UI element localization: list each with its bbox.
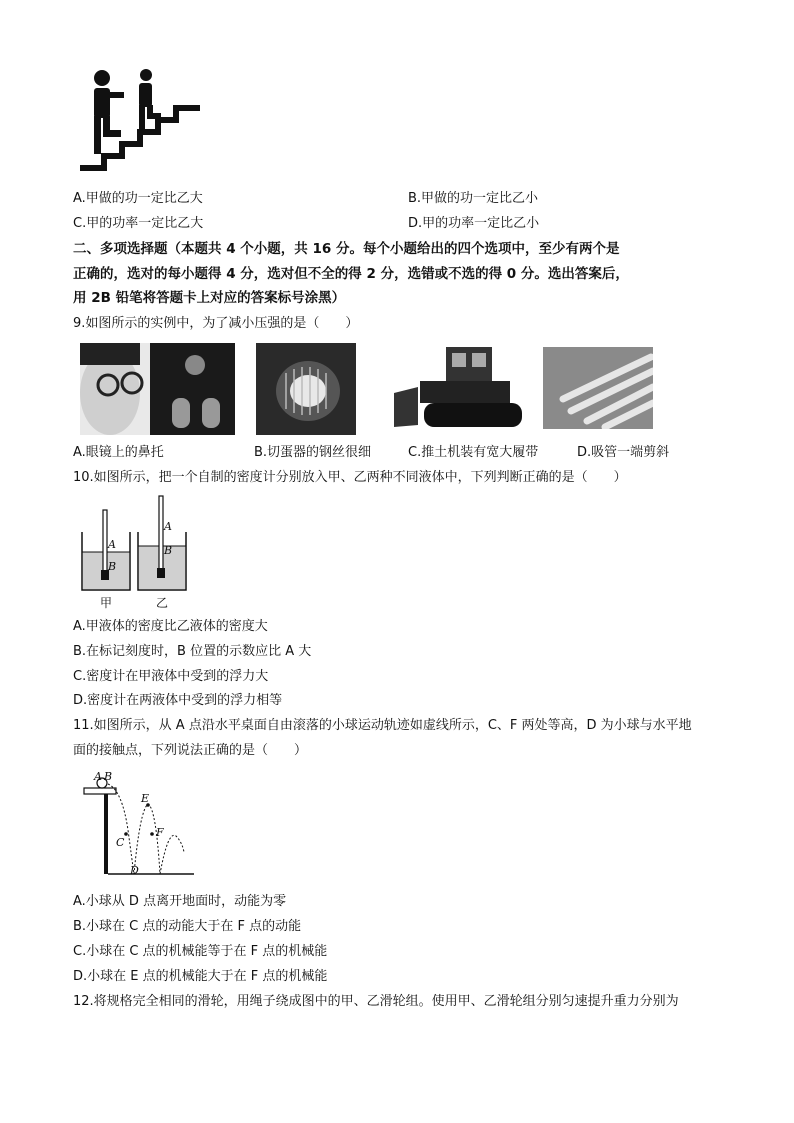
q11-label-b: B bbox=[104, 770, 113, 783]
q11-option-d: D.小球在 E 点的机械能大于在 F 点的机械能 bbox=[73, 969, 328, 984]
photo-straws bbox=[543, 347, 653, 429]
q10-label-b-left: B bbox=[108, 560, 117, 573]
photo-bulldozer bbox=[390, 343, 525, 435]
q9-option-b: B.切蛋器的钢丝很细 bbox=[254, 445, 372, 460]
q11-label-f: F bbox=[156, 826, 164, 839]
q10-option-a: A.甲液体的密度比乙液体的密度大 bbox=[73, 619, 268, 634]
q8-option-c: C.甲的功率一定比乙大 bbox=[73, 216, 204, 231]
section2-line2: 正确的，选对的每小题得 4 分，选对但不全的得 2 分，选错或不选的得 0 分。选出答案后， bbox=[73, 266, 629, 282]
q9-option-d: D.吸管一端剪斜 bbox=[577, 445, 670, 460]
q10-option-b: B.在标记刻度时，B 位置的示数应比 A 大 bbox=[73, 644, 312, 659]
q8-option-b: B.甲做的功一定比乙小 bbox=[408, 191, 539, 206]
q10-label-b-right: B bbox=[164, 544, 173, 557]
q10-label-a-left: A bbox=[108, 538, 116, 551]
q11-option-b: B.小球在 C 点的动能大于在 F 点的动能 bbox=[73, 919, 302, 934]
q10-stem: 10.如图所示，把一个自制的密度计分别放入甲、乙两种不同液体中，下列判断正确的是（ ） bbox=[73, 470, 627, 485]
section2-line1: 二、多项选择题（本题共 4 个小题，共 16 分。每个小题给出的四个选项中，至少有两个是 bbox=[73, 241, 620, 257]
q10-beaker-label-left: 甲 bbox=[100, 596, 113, 610]
photo-glasses-nose-pad bbox=[80, 343, 235, 435]
q11-label-e: E bbox=[141, 792, 150, 805]
q11-label-a: A bbox=[94, 770, 102, 783]
q10-beaker-label-right: 乙 bbox=[156, 596, 169, 610]
q10-option-d: D.密度计在两液体中受到的浮力相等 bbox=[73, 693, 283, 708]
q10-option-c: C.密度计在甲液体中受到的浮力大 bbox=[73, 669, 269, 684]
section2-line3: 用 2B 铅笔将答题卡上对应的答案标号涂黑） bbox=[73, 290, 346, 306]
q11-label-c: C bbox=[116, 836, 125, 849]
q9-stem: 9.如图所示的实例中，为了减小压强的是（ ） bbox=[73, 316, 359, 331]
q11-option-a: A.小球从 D 点离开地面时，动能为零 bbox=[73, 894, 287, 909]
q9-option-a: A.眼镜上的鼻托 bbox=[73, 445, 164, 460]
hydrometer-figure bbox=[78, 494, 190, 610]
q12-stem: 12.将规格完全相同的滑轮，用绳子绕成图中的甲、乙滑轮组。使用甲、乙滑轮组分别匀速提升重力分别为 bbox=[73, 994, 679, 1009]
q10-label-a-right: A bbox=[164, 520, 172, 533]
q11-option-c: C.小球在 C 点的机械能等于在 F 点的机械能 bbox=[73, 944, 328, 959]
q11-stem-line2: 面的接触点，下列说法正确的是（ ） bbox=[73, 743, 308, 758]
q11-stem-line1: 11.如图所示，从 A 点沿水平桌面自由滚落的小球运动轨迹如虚线所示，C、F 两处等高，D 为小球与水平地 bbox=[73, 718, 692, 733]
stairs-figure bbox=[76, 68, 206, 174]
q8-option-a: A.甲做的功一定比乙大 bbox=[73, 191, 203, 206]
q11-label-d: D bbox=[130, 864, 139, 877]
photo-egg-slicer bbox=[256, 343, 356, 435]
q8-option-d: D.甲的功率一定比乙小 bbox=[408, 216, 540, 231]
q9-option-c: C.推土机装有宽大履带 bbox=[408, 445, 539, 460]
